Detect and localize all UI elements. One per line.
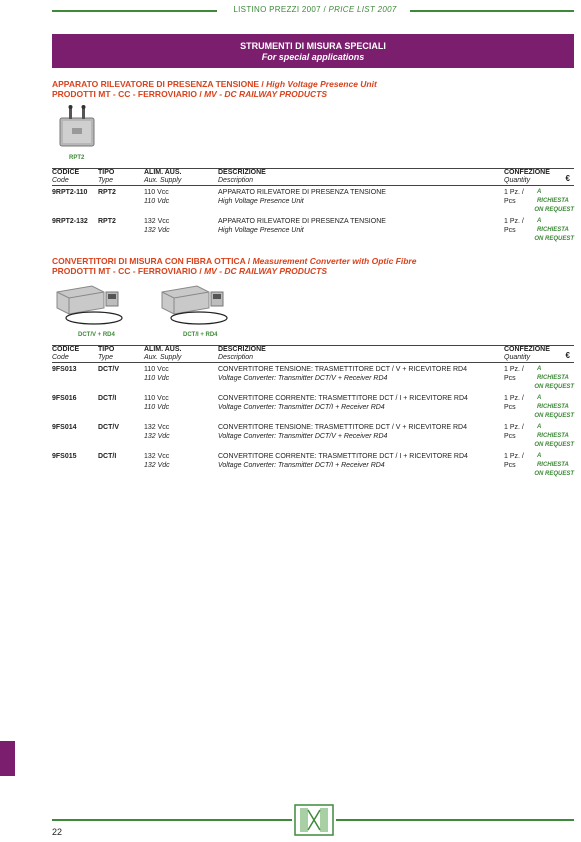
row-quantity-price bbox=[504, 363, 574, 393]
row-code: 9FS015 bbox=[52, 453, 77, 460]
table-row bbox=[52, 392, 574, 421]
row-type: RPT2 bbox=[98, 218, 116, 225]
table-row bbox=[52, 186, 574, 216]
row-pack: 1 Pz. / Pcs bbox=[504, 395, 524, 411]
col-code: CODICE Code bbox=[52, 169, 80, 184]
row-price: A RICHIESTA bbox=[536, 218, 569, 233]
row-supply: 110 Vcc 110 Vdc bbox=[144, 395, 170, 411]
footer-rule-left bbox=[52, 819, 292, 821]
col-supply: ALIM. AUS. Aux. Supply bbox=[144, 169, 182, 184]
row-pack: 1 Pz. / Pcs bbox=[504, 366, 524, 382]
section2-title-en: Measurement Converter with Optic Fibre bbox=[252, 256, 417, 266]
dct-v-product-image bbox=[52, 280, 130, 328]
page-number: 22 bbox=[52, 827, 63, 837]
row-quantity-price bbox=[504, 186, 574, 216]
section2-subtitle-en: MV - DC RAILWAY PRODUCTS bbox=[204, 266, 328, 276]
dct-v-image-caption: DCT/V + RD4 bbox=[78, 332, 115, 338]
footer-rule-right bbox=[336, 819, 574, 821]
row-code: 9FS016 bbox=[52, 395, 77, 402]
row-price: A RICHIESTA bbox=[536, 395, 569, 410]
row-price-en: ON REQUEST bbox=[534, 236, 574, 242]
row-price-en: ON REQUEST bbox=[534, 413, 574, 419]
row-pack: 1 Pz. / Pcs bbox=[504, 424, 524, 440]
header-title bbox=[220, 5, 410, 14]
row-price: A RICHIESTA bbox=[536, 453, 569, 468]
row-code: 9FS013 bbox=[52, 366, 77, 373]
col-type: TIPO Type bbox=[98, 346, 115, 361]
row-code: 9RPT2-132 bbox=[52, 218, 88, 225]
section2-subtitle-it: PRODOTTI MT - CC - FERROVIARIO / bbox=[52, 266, 202, 276]
row-supply: 132 Vcc 132 Vdc bbox=[144, 453, 170, 469]
section2-title-it: CONVERTITORI DI MISURA CON FIBRA OTTICA / bbox=[52, 256, 251, 266]
banner-title: STRUMENTI DI MISURA SPECIALI bbox=[240, 41, 386, 51]
row-supply: 110 Vcc 110 Vdc bbox=[144, 189, 170, 205]
row-quantity-price bbox=[504, 392, 574, 421]
col-description: DESCRIZIONE Description bbox=[218, 169, 266, 184]
dct-i-product-image bbox=[157, 280, 235, 328]
section2-product-table bbox=[52, 345, 574, 479]
row-description: CONVERTITORE TENSIONE: TRASMETTITORE DCT / V + RICEVITORE RD4 Voltage Converter: Transmitter DCT/V + Receiver RD4 bbox=[218, 366, 467, 382]
row-pack: 1 Pz. / Pcs bbox=[504, 189, 524, 205]
col-price: € bbox=[565, 351, 570, 360]
rpt2-image-caption: RPT2 bbox=[69, 155, 85, 161]
col-type: TIPO Type bbox=[98, 169, 115, 184]
row-type: DCT/V bbox=[98, 424, 119, 431]
row-price: A RICHIESTA bbox=[536, 424, 569, 439]
row-description: APPARATO RILEVATORE DI PRESENZA TENSIONE High Voltage Presence Unit bbox=[218, 218, 386, 234]
header-title-en: PRICE LIST 2007 bbox=[328, 5, 397, 14]
table-row bbox=[52, 421, 574, 450]
row-price-en: ON REQUEST bbox=[534, 442, 574, 448]
table-row bbox=[52, 363, 574, 393]
col-quantity: CONFEZIONE Quantity € bbox=[504, 346, 570, 361]
rpt2-product-image bbox=[58, 104, 98, 150]
row-description: CONVERTITORE CORRENTE: TRASMETTITORE DCT / I + RICEVITORE RD4 Voltage Converter: Transmitter DCT/I + Receiver RD4 bbox=[218, 453, 468, 469]
row-type: DCT/I bbox=[98, 453, 117, 460]
row-supply: 132 Vcc 132 Vdc bbox=[144, 424, 170, 440]
row-description: APPARATO RILEVATORE DI PRESENZA TENSIONE High Voltage Presence Unit bbox=[218, 189, 386, 205]
header-rule-left bbox=[52, 10, 217, 12]
row-price-en: ON REQUEST bbox=[534, 207, 574, 213]
col-description: DESCRIZIONE Description bbox=[218, 346, 266, 361]
category-banner bbox=[52, 34, 574, 68]
row-code: 9FS014 bbox=[52, 424, 77, 431]
section1-heading bbox=[52, 79, 377, 99]
dct-i-image-caption: DCT/I + RD4 bbox=[183, 332, 218, 338]
section-edge-tab bbox=[0, 741, 15, 776]
section1-subtitle-en: MV - DC RAILWAY PRODUCTS bbox=[204, 89, 328, 99]
row-supply: 110 Vcc 110 Vdc bbox=[144, 366, 170, 382]
col-price: € bbox=[565, 174, 570, 183]
table-row bbox=[52, 450, 574, 479]
row-type: DCT/I bbox=[98, 395, 117, 402]
row-quantity-price bbox=[504, 215, 574, 244]
row-quantity-price bbox=[504, 450, 574, 479]
row-description: CONVERTITORE CORRENTE: TRASMETTITORE DCT / I + RICEVITORE RD4 Voltage Converter: Transmitter DCT/I + Receiver RD4 bbox=[218, 395, 468, 411]
section1-title-en: High Voltage Presence Unit bbox=[266, 79, 377, 89]
header-separator: / bbox=[320, 5, 329, 14]
table-row bbox=[52, 215, 574, 244]
row-code: 9RPT2-110 bbox=[52, 189, 88, 196]
banner-subtitle: For special applications bbox=[261, 52, 365, 62]
row-description: CONVERTITORE TENSIONE: TRASMETTITORE DCT / V + RICEVITORE RD4 Voltage Converter: Transmitter DCT/V + Receiver RD4 bbox=[218, 424, 467, 440]
col-code: CODICE Code bbox=[52, 346, 80, 361]
section2-heading bbox=[52, 256, 416, 276]
row-price: A RICHIESTA bbox=[536, 366, 569, 381]
col-quantity: CONFEZIONE Quantity € bbox=[504, 169, 570, 184]
row-quantity-price bbox=[504, 421, 574, 450]
section1-subtitle-it: PRODOTTI MT - CC - FERROVIARIO / bbox=[52, 89, 202, 99]
header-title-it: LISTINO PREZZI 2007 bbox=[233, 5, 321, 14]
table-header-row bbox=[52, 169, 574, 186]
header-rule-right bbox=[410, 10, 574, 12]
section1-product-table bbox=[52, 168, 574, 244]
col-supply: ALIM. AUS. Aux. Supply bbox=[144, 346, 182, 361]
row-pack: 1 Pz. / Pcs bbox=[504, 218, 524, 234]
row-supply: 132 Vcc 132 Vdc bbox=[144, 218, 170, 234]
row-price-en: ON REQUEST bbox=[534, 471, 574, 477]
section1-title-it: APPARATO RILEVATORE DI PRESENZA TENSIONE / bbox=[52, 79, 264, 89]
row-type: RPT2 bbox=[98, 189, 116, 196]
row-pack: 1 Pz. / Pcs bbox=[504, 453, 524, 469]
row-type: DCT/V bbox=[98, 366, 119, 373]
company-logo-icon bbox=[294, 804, 334, 836]
table-header-row bbox=[52, 346, 574, 363]
row-price-en: ON REQUEST bbox=[534, 384, 574, 390]
row-price: A RICHIESTA bbox=[536, 189, 569, 204]
